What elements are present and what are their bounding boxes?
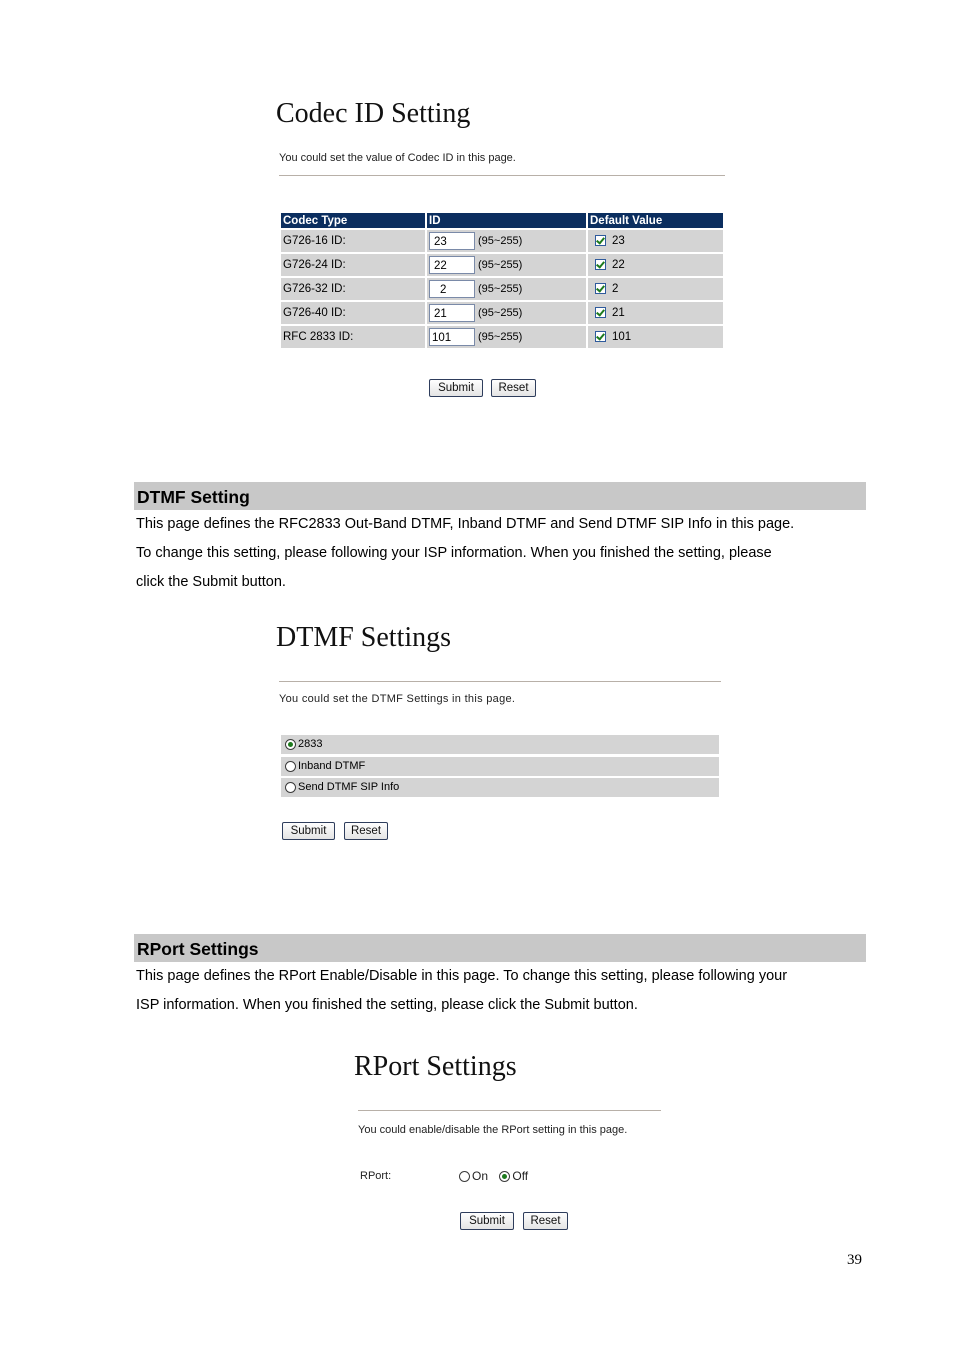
rport-submit-button[interactable]: Submit [460, 1212, 514, 1230]
rport-paragraph-line-2: ISP information. When you finished the setting, please click the Submit button. [136, 997, 638, 1013]
rport-section-heading: RPort Settings [134, 934, 866, 962]
range-hint: (95~255) [478, 259, 523, 271]
dtmf-option-2833[interactable] [281, 735, 719, 754]
dtmf-option-inband[interactable] [281, 757, 719, 776]
codec-id-input[interactable]: 21 [429, 304, 475, 322]
rport-divider [358, 1110, 661, 1111]
default-cell [588, 254, 723, 276]
table-row [281, 230, 723, 252]
radio-rport-off[interactable] [499, 1171, 510, 1182]
dtmf-description: You could set the DTMF Settings in this page. [279, 693, 516, 705]
radio-2833[interactable] [285, 739, 296, 750]
range-hint: (95~255) [478, 307, 523, 319]
codec-table [279, 211, 725, 350]
radio-rport-on[interactable] [459, 1171, 470, 1182]
codec-id-input[interactable]: 22 [429, 256, 475, 274]
table-row [281, 254, 723, 276]
table-row [281, 302, 723, 324]
codec-type-cell: RFC 2833 ID: [281, 326, 425, 348]
codec-divider [279, 175, 725, 176]
dtmf-option-label: Send DTMF SIP Info [298, 781, 400, 793]
default-cell [588, 302, 723, 324]
range-hint: (95~255) [478, 283, 523, 295]
dtmf-option-label: Inband DTMF [298, 760, 366, 772]
dtmf-divider [279, 681, 721, 682]
header-codec-type: Codec Type [281, 213, 425, 228]
codec-title: Codec ID Setting [276, 98, 471, 129]
default-value: 23 [612, 235, 625, 247]
codec-id-input[interactable]: 2 [429, 280, 475, 298]
radio-send-dtmf-sip-info[interactable] [285, 782, 296, 793]
default-value: 101 [612, 331, 632, 343]
default-checkbox[interactable] [595, 283, 606, 294]
default-checkbox[interactable] [595, 307, 606, 318]
range-hint: (95~255) [478, 331, 523, 343]
dtmf-title: DTMF Settings [276, 622, 452, 653]
dtmf-reset-button[interactable]: Reset [344, 822, 388, 840]
default-value: 22 [612, 259, 625, 271]
table-row [281, 278, 723, 300]
rport-options [455, 1169, 528, 1183]
codec-type-cell: G726-16 ID: [281, 230, 425, 252]
codec-reset-button[interactable]: Reset [491, 379, 536, 397]
dtmf-paragraph-line-1: This page defines the RFC2833 Out-Band DTMF, Inband DTMF and Send DTMF SIP Info in this page. [136, 516, 795, 532]
default-cell [588, 278, 723, 300]
header-default-value: Default Value [588, 213, 723, 228]
dtmf-option-label: 2833 [298, 738, 323, 750]
id-cell [427, 278, 586, 300]
id-cell [427, 326, 586, 348]
dtmf-section-heading: DTMF Setting [134, 482, 866, 510]
default-checkbox[interactable] [595, 331, 606, 342]
codec-type-cell: G726-32 ID: [281, 278, 425, 300]
dtmf-paragraph-line-3: click the Submit button. [136, 574, 286, 590]
codec-table-header [281, 213, 723, 228]
table-row [281, 326, 723, 348]
id-cell [427, 230, 586, 252]
rport-on-label: On [472, 1169, 489, 1183]
dtmf-submit-button[interactable]: Submit [282, 822, 335, 840]
default-value: 21 [612, 307, 625, 319]
rport-reset-button[interactable]: Reset [523, 1212, 568, 1230]
radio-inband-dtmf[interactable] [285, 761, 296, 772]
dtmf-option-sip-info[interactable] [281, 778, 719, 797]
page-number: 39 [847, 1252, 862, 1268]
codec-submit-button[interactable]: Submit [429, 379, 483, 397]
rport-paragraph-line-1: This page defines the RPort Enable/Disable in this page. To change this setting, please following your [136, 968, 788, 984]
range-hint: (95~255) [478, 235, 523, 247]
default-cell [588, 326, 723, 348]
id-cell [427, 302, 586, 324]
codec-type-cell: G726-40 ID: [281, 302, 425, 324]
rport-label: RPort: [360, 1170, 392, 1182]
codec-type-cell: G726-24 ID: [281, 254, 425, 276]
default-cell [588, 230, 723, 252]
header-id: ID [427, 213, 586, 228]
codec-description: You could set the value of Codec ID in this page. [279, 152, 516, 164]
dtmf-paragraph-line-2: To change this setting, please following your ISP information. When you finished the setting, please [136, 545, 772, 561]
id-cell [427, 254, 586, 276]
default-checkbox[interactable] [595, 259, 606, 270]
rport-title: RPort Settings [354, 1051, 517, 1082]
default-value: 2 [612, 283, 619, 295]
default-checkbox[interactable] [595, 235, 606, 246]
rport-off-label: Off [512, 1169, 529, 1183]
rport-description: You could enable/disable the RPort setting in this page. [358, 1124, 628, 1136]
codec-id-input[interactable]: 101 [429, 328, 475, 346]
codec-id-input[interactable]: 23 [429, 232, 475, 250]
